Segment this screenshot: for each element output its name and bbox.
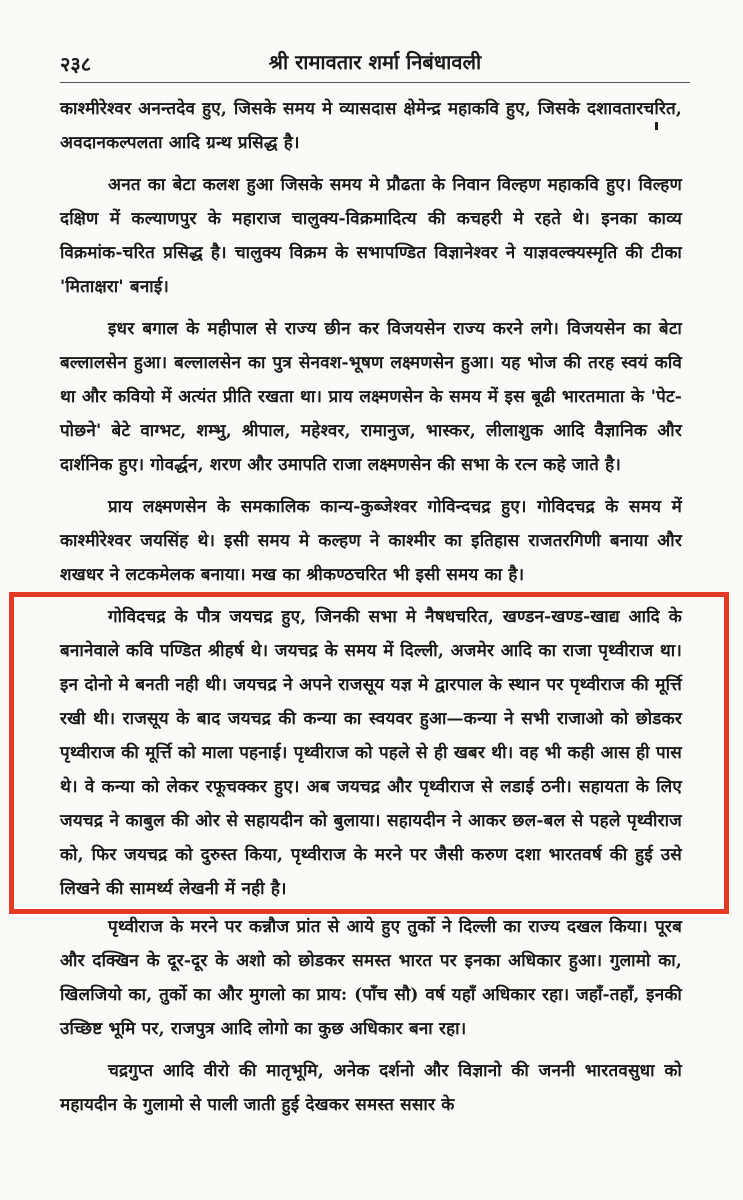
page-header (60, 44, 690, 80)
paragraph-3: इधर बगाल के महीपाल से राज्य छीन कर विजयसेन राज्य करने लगे। विजयसेन का बेटा बल्लालसेन हुआ। बल्लालसेन का पुत्र सेनवश-भूषण लक्ष्मणसेन हुआ। यह भोज की तरह स्वयं कवि था और कवियो में अत्यंत प्रीति रखता था। प्राय लक्ष्मणसेन के समय में इस बूढी भारतमाता के 'पेट-पोछने' बेटे वाग्भट, शम्भु, श्रीपाल, महेश्वर, रामानुज, भास्कर, लीलाशुक आदि वैज्ञानिक और दार्शनिक हुए। गोवर्द्धन, शरण और उमापति राजा लक्ष्मणसेन की सभा के रत्न कहे जाते है। (60, 319, 682, 475)
page-number: २३८ (60, 52, 92, 76)
highlighted-paragraph: गोविदचद्र के पौत्र जयचद्र हुए, जिनकी सभा मे नैषधचरित, खण्डन-खण्ड-खाद्य आदि के बनानेवाले कवि पण्डित श्रीहर्ष थे। जयचद्र के समय में दिल्ली, अजमेर आदि का राजा पृथ्वीराज था। इन दोनो मे बनती नही थी। जयचद्र ने अपने राजसूय यज्ञ मे द्वारपाल के स्थान पर पृथ्वीराज की मूर्त्ति रखी थी। राजसूय के बाद जयचद्र की कन्या का स्वयवर हुआ—कन्या ने सभी राजाओ को छोडकर पृथ्वीराज की मूर्त्ति को माला पहनाई। पृथ्वीराज को पहले से ही खबर थी। वह भी कही आस ही पास थे। वे कन्या को लेकर रफूचक्कर हुए। अब जयचद्र और पृथ्वीराज से लडाई ठनी। सहायता के लिए जयचद्र ने काबुल की ओर से सहायदीन को बुलाया। सहायदीन ने आकर छल-बल से पहले पृथ्वीराज को, फिर जयचद्र को दुरुस्त किया, पृथ्वीराज के मरने पर जैसी करुण दशा भारतवर्ष की हुई उसे लिखने की सामर्थ्य लेखनी में नही है। (60, 607, 682, 899)
paragraph-7: चद्रगुप्त आदि वीरो की मातृभूमि, अनेक दर्शनो और विज्ञानो की जननी भारतवसुधा को महायदीन के गुलामो से पाली जाती हुई देखकर समस्त ससार के (60, 1061, 682, 1115)
paragraph-2: अनत का बेटा कलश हुआ जिसके समय मे प्रौढता के निवान विल्हण महाकवि हुए। विल्हण दक्षिण में कल्याणपुर के महाराज चालुक्य-विक्रमादित्य की कचहरी मे रहते थे। इनका काव्य विक्रमांक-चरित प्रसिद्ध है। चालुक्य विक्रम के सभापण्डित विज्ञानेश्वर ने याज्ञवल्क्यस्मृति की टीका 'मिताक्षरा' बनाई। (60, 175, 682, 297)
header-rule (60, 82, 690, 83)
running-title: श्री रामावतार शर्मा निबंधावली (268, 50, 482, 74)
paragraph-1: काश्मीरेश्वर अनन्तदेव हुए, जिसके समय मे व्यासदास क्षेमेन्द्र महाकवि हुए, जिसके दशावतारचरित, अवदानकल्पलता आदि ग्रन्थ प्रसिद्ध है। (60, 99, 682, 153)
body-text (60, 92, 682, 1130)
paragraph-4: प्राय लक्ष्मणसेन के समकालिक कान्य-कुब्जेश्वर गोविन्दचद्र हुए। गोविदचद्र के समय में काश्मीरेश्वर जयसिंह थे। इसी समय मे कल्हण ने काश्मीर का इतिहास राजतरगिणी बनाया और शखधर ने लटकमेलक बनाया। मख का श्रीकण्ठचरित भी इसी समय का है। (60, 497, 682, 585)
paragraph-6: पृथ्वीराज के मरने पर कन्नौज प्रांत से आये हुए तुर्को ने दिल्ली का राज्य दखल किया। पूरब और दक्खिन के दूर-दूर के अशो को छोडकर समस्त भारत पर इनका अधिकार हुआ। गुलामो का, खिलजियो का, तुर्को का और मुगलो का प्राय: (पाँच सौ) वर्ष यहाँ अधिकार रहा। जहाँ-तहाँ, इनकी उच्छिष्ट भूमि पर, राजपुत्र आदि लोगो का कुछ अधिकार बना रहा। (60, 917, 682, 1039)
